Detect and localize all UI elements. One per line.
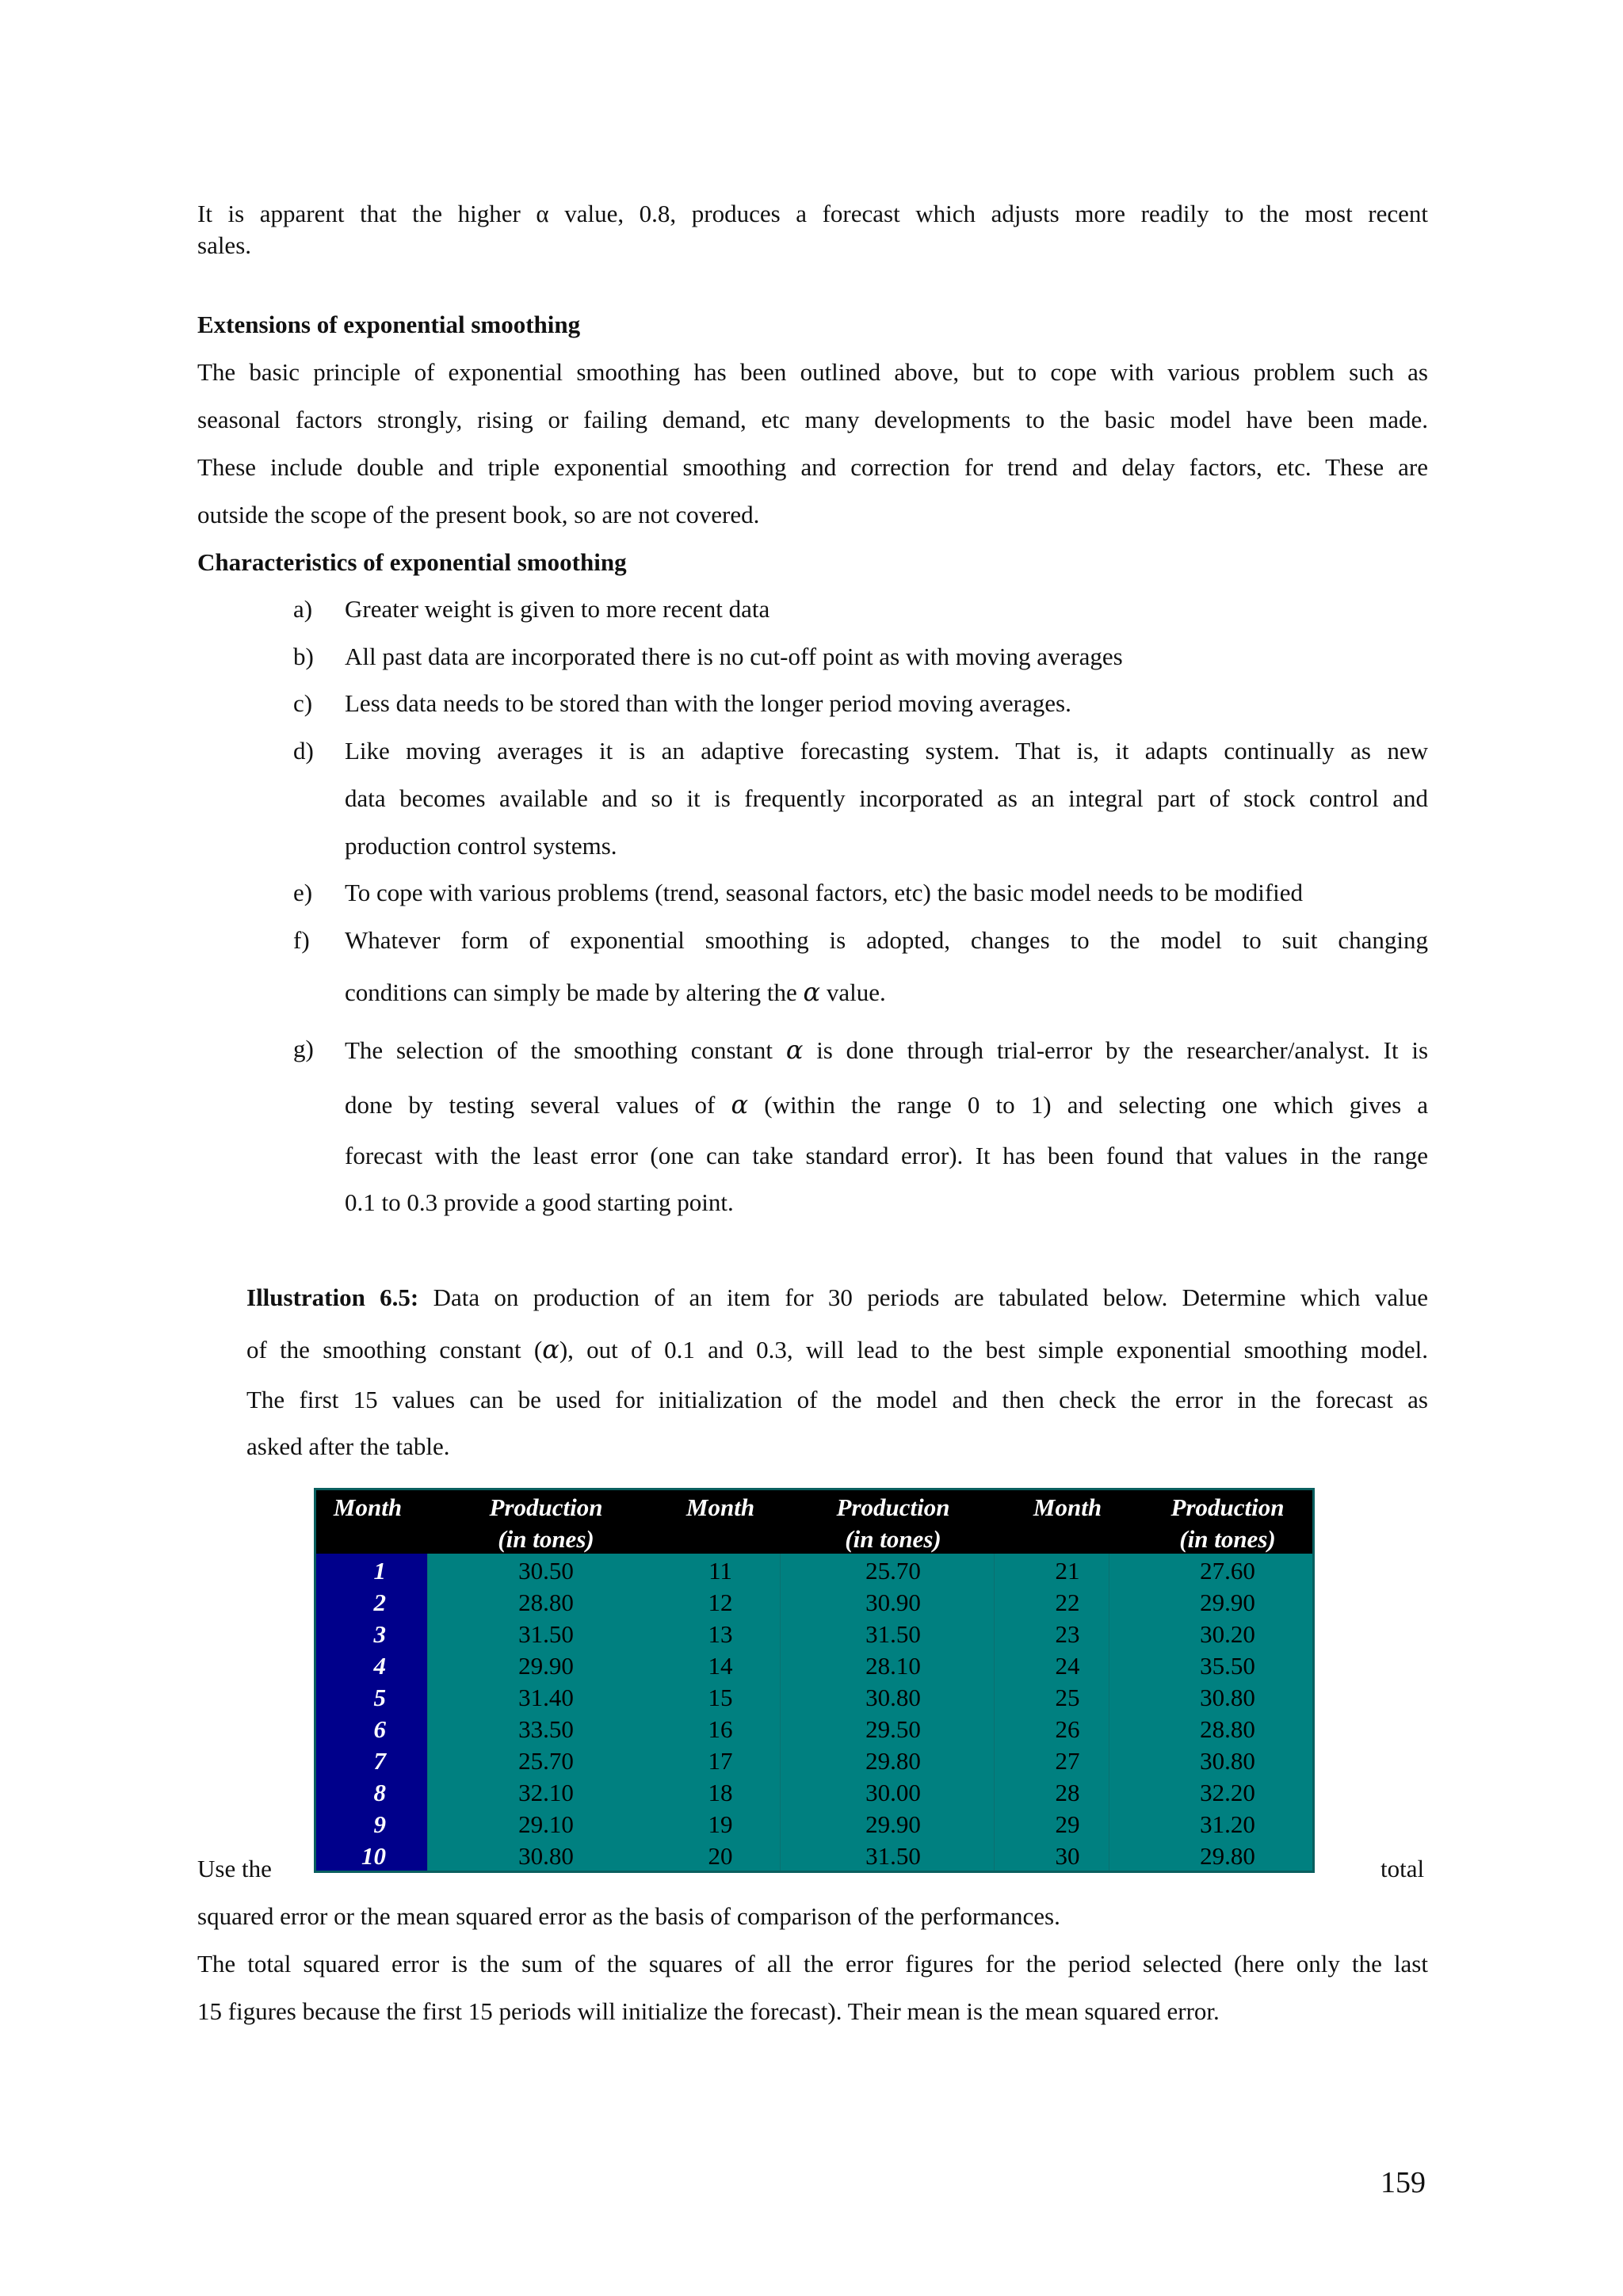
production-table	[314, 1488, 1315, 1873]
production-cell: 31.50	[865, 1620, 921, 1648]
month-cell: 24	[1055, 1652, 1080, 1680]
item-d-line-2: data becomes available and so it is frequently incorporated as an integral part of stock control and	[345, 784, 1428, 812]
month-cell: 1	[373, 1557, 386, 1585]
production-cell: 25.70	[518, 1747, 574, 1775]
intro-line-1: It is apparent that the higher α value, 0.8, produces a forecast which adjusts more readily to the most recent	[197, 200, 1428, 227]
month-cell: 23	[1055, 1620, 1080, 1648]
item-b-text: All past data are incorporated there is no cut-off point as with moving averages	[345, 643, 1123, 670]
month-cell: 21	[1055, 1557, 1080, 1585]
month-cell: 27	[1055, 1747, 1080, 1775]
alpha-symbol: α	[542, 1334, 559, 1364]
month-cell: 26	[1055, 1715, 1080, 1743]
header-production-2: Production	[836, 1493, 950, 1521]
extensions-line-2: seasonal factors strongly, rising or failing demand, etc many developments to the basic model have been made.	[197, 406, 1428, 433]
item-a-marker: a)	[293, 595, 313, 623]
extensions-line-4: outside the scope of the present book, so are not covered.	[197, 501, 760, 528]
after-line-2: squared error or the mean squared error as the basis of comparison of the performances.	[197, 1902, 1060, 1930]
month-cell: 6	[373, 1715, 386, 1743]
header-production-1: Production	[489, 1493, 603, 1521]
extensions-line-3: These include double and triple exponential smoothing and correction for trend and delay factors, etc. These are	[197, 453, 1428, 481]
production-cell: 30.80	[1200, 1684, 1255, 1711]
month-cell: 13	[708, 1620, 733, 1648]
illustration-line-2-b: ), out of 0.1 and 0.3, will lead to the best simple exponential smoothing model.	[559, 1336, 1428, 1363]
production-cell: 27.60	[1200, 1557, 1255, 1585]
item-a-text: Greater weight is given to more recent data	[345, 595, 770, 623]
month-cell: 29	[1055, 1810, 1080, 1838]
production-cell: 30.20	[1200, 1620, 1255, 1648]
item-g-line-2-b: (within the range 0 to 1) and selecting one which gives a	[764, 1091, 1429, 1119]
header-month-3: Month	[1033, 1493, 1102, 1521]
use-the-text: Use the	[197, 1855, 272, 1882]
month-cell: 8	[373, 1779, 386, 1806]
item-g-line-1-b: is done through trial-error by the researcher/analyst. It is	[816, 1036, 1429, 1064]
item-c-marker: c)	[293, 689, 313, 717]
alpha-symbol: α	[785, 1035, 804, 1065]
production-cell: 31.50	[518, 1620, 574, 1648]
item-f-line-2-text: conditions can simply be made by altering the	[345, 978, 797, 1006]
production-cell: 29.80	[865, 1747, 921, 1775]
production-cell: 30.80	[865, 1684, 921, 1711]
header-unit-2: (in tones)	[845, 1525, 941, 1553]
month-cell: 25	[1055, 1684, 1080, 1711]
production-cell: 30.80	[1200, 1747, 1255, 1775]
month-cell: 15	[708, 1684, 733, 1711]
header-month-1: Month	[333, 1493, 403, 1521]
production-cell: 31.20	[1200, 1810, 1255, 1838]
item-g-line-2-a: done by testing several values of	[345, 1091, 716, 1119]
item-b-marker: b)	[293, 643, 314, 670]
grid-line	[427, 1554, 428, 1871]
header-production-3: Production	[1170, 1493, 1285, 1521]
month-cell: 3	[373, 1620, 386, 1648]
total-text: total	[1381, 1855, 1425, 1882]
production-cell: 31.40	[518, 1684, 574, 1711]
production-cell: 32.20	[1200, 1779, 1255, 1806]
production-cell: 33.50	[518, 1715, 574, 1743]
month-cell: 5	[373, 1684, 386, 1711]
intro-line-2: sales.	[197, 231, 252, 259]
after-line-4: 15 figures because the first 15 periods will initialize the forecast). Their mean is the mean squared error.	[197, 1997, 1220, 2025]
item-g-line-2	[345, 1089, 1428, 1119]
item-f-marker: f)	[293, 926, 310, 954]
production-cell: 32.10	[518, 1779, 574, 1806]
production-cell: 30.50	[518, 1557, 574, 1585]
illustration-line-3: The first 15 values can be used for initialization of the model and then check the error in the forecast as	[246, 1386, 1428, 1413]
month-cell: 22	[1055, 1589, 1080, 1616]
header-month-2: Month	[685, 1493, 755, 1521]
extensions-heading: Extensions of exponential smoothing	[197, 311, 581, 338]
production-cell: 29.90	[518, 1652, 574, 1680]
page-number: 159	[1381, 2166, 1426, 2199]
illustration-line-2-a: of the smoothing constant (	[246, 1336, 543, 1363]
item-d-marker: d)	[293, 737, 314, 765]
month-cell: 20	[708, 1842, 733, 1870]
production-cell: 28.10	[865, 1652, 921, 1680]
month-cell: 2	[373, 1589, 386, 1616]
month-cell: 12	[708, 1589, 733, 1616]
alpha-symbol: α	[803, 977, 821, 1007]
header-unit-1: (in tones)	[498, 1525, 594, 1553]
item-e-marker: e)	[293, 879, 313, 906]
production-cell: 30.00	[865, 1779, 921, 1806]
month-cell: 30	[1055, 1842, 1080, 1870]
production-cell: 25.70	[865, 1557, 921, 1585]
production-cell: 28.80	[1200, 1715, 1255, 1743]
item-f-line-1: Whatever form of exponential smoothing is adopted, changes to the model to suit changing	[345, 926, 1428, 954]
month-cell: 10	[361, 1842, 386, 1870]
month-cell: 9	[373, 1810, 386, 1838]
month-cell: 7	[373, 1747, 386, 1775]
alpha-symbol: α	[731, 1089, 749, 1119]
item-g-line-1-a: The selection of the smoothing constant	[345, 1036, 773, 1064]
month-cell: 14	[708, 1652, 733, 1680]
production-cell: 29.90	[865, 1810, 921, 1838]
illustration-line-1	[246, 1283, 1428, 1312]
illustration-label: Illustration 6.5:	[246, 1283, 419, 1311]
production-cell: 29.50	[865, 1715, 921, 1743]
illustration-line-4: asked after the table.	[246, 1432, 450, 1460]
item-d-line-3: production control systems.	[345, 832, 617, 860]
production-cell: 30.90	[865, 1589, 921, 1616]
item-g-line-4: 0.1 to 0.3 provide a good starting point.	[345, 1188, 734, 1216]
month-cell: 16	[708, 1715, 733, 1743]
production-cell: 28.80	[518, 1589, 574, 1616]
item-d-line-1: Like moving averages it is an adaptive forecasting system. That is, it adapts continually as new	[345, 737, 1428, 765]
item-g-marker: g)	[293, 1035, 314, 1062]
month-cell: 17	[708, 1747, 733, 1775]
production-cell: 29.90	[1200, 1589, 1255, 1616]
item-g-line-3: forecast with the least error (one can take standard error). It has been found that values in the range	[345, 1142, 1428, 1169]
production-cell: 30.80	[518, 1842, 574, 1870]
header-unit-3: (in tones)	[1179, 1525, 1276, 1553]
after-line-3: The total squared error is the sum of the squares of all the error figures for the period selected (here only the last	[197, 1950, 1428, 1978]
extensions-line-1: The basic principle of exponential smoothing has been outlined above, but to cope with various problem such as	[197, 358, 1428, 386]
characteristics-heading: Characteristics of exponential smoothing	[197, 548, 627, 576]
illustration-line-2	[246, 1334, 1428, 1364]
production-cell: 29.80	[1200, 1842, 1255, 1870]
item-f-line-2-tail: value.	[826, 978, 886, 1006]
month-cell: 19	[708, 1810, 733, 1838]
item-f-line-2	[345, 977, 886, 1007]
month-cell: 18	[708, 1779, 733, 1806]
illustration-line-1-text: Data on production of an item for 30 periods are tabulated below. Determine which value	[433, 1283, 1428, 1311]
production-cell: 29.10	[518, 1810, 574, 1838]
item-g-line-1	[345, 1035, 1428, 1065]
month-cell: 4	[373, 1652, 386, 1680]
month-cell: 11	[708, 1557, 732, 1585]
item-c-text: Less data needs to be stored than with the longer period moving averages.	[345, 689, 1071, 717]
production-cell: 31.50	[865, 1842, 921, 1870]
month-cell: 28	[1055, 1779, 1080, 1806]
production-cell: 35.50	[1200, 1652, 1255, 1680]
item-e-text: To cope with various problems (trend, seasonal factors, etc) the basic model needs to be modified	[345, 879, 1304, 906]
